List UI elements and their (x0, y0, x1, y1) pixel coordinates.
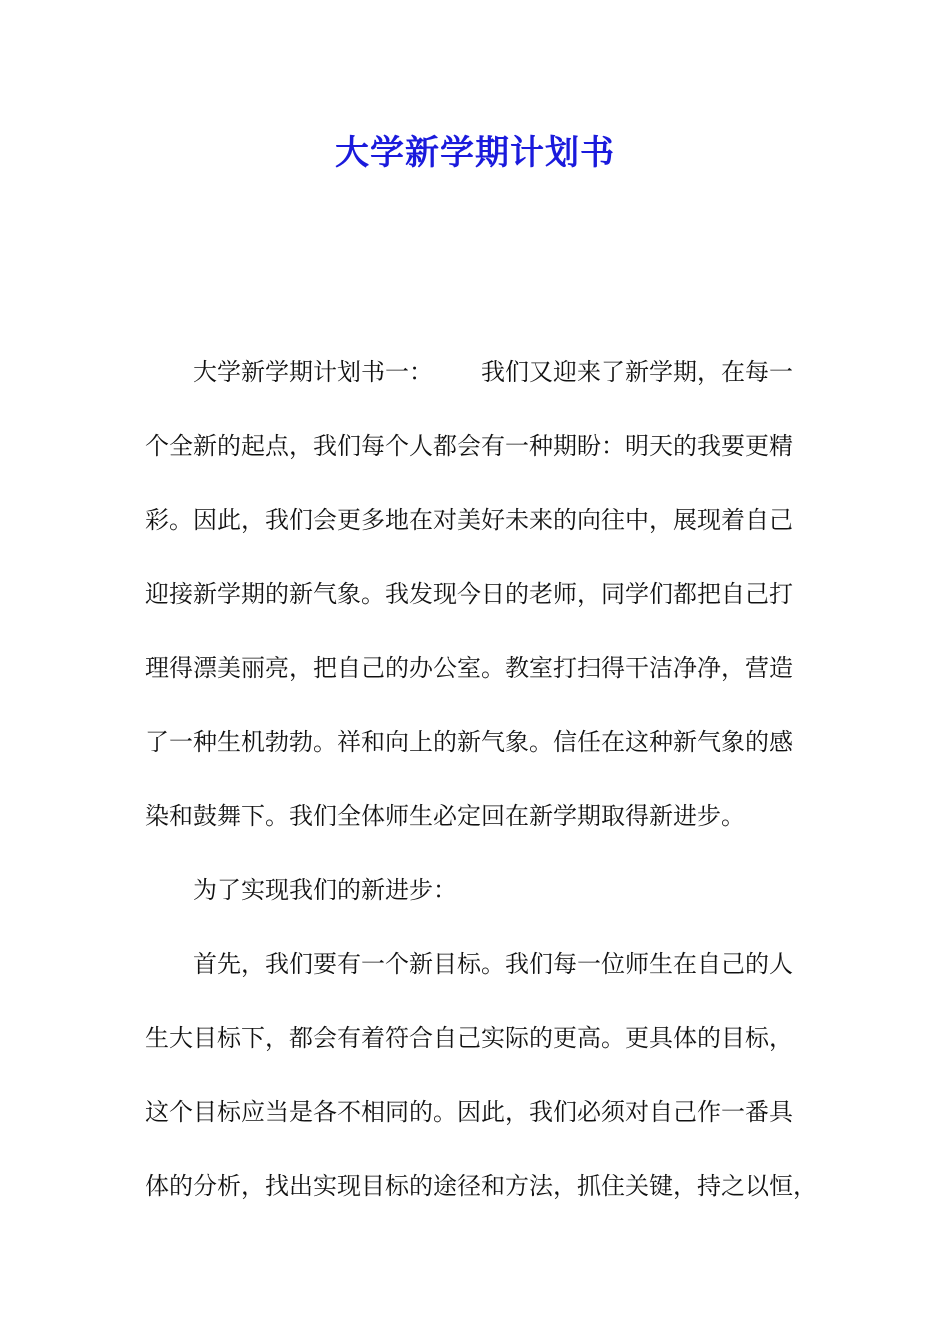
body-line-3: 彩。因此，我们会更多地在对美好未来的向往中，展现着自己 (145, 506, 793, 534)
document-body (145, 335, 825, 1223)
body-line-11: 这个目标应当是各不相同的。因此，我们必须对自己作一番具 (145, 1098, 793, 1126)
body-line-2: 个全新的起点，我们每个人都会有一种期盼：明天的我要更精 (145, 432, 793, 460)
document-title: 大学新学期计划书 (335, 133, 615, 173)
body-line-5: 理得漂美丽亮，把自己的办公室。教室打扫得干洁净净，营造 (145, 654, 793, 682)
body-line-10: 生大目标下，都会有着符合自己实际的更高。更具体的目标， (145, 1024, 793, 1052)
body-line-4: 迎接新学期的新气象。我发现今日的老师，同学们都把自己打 (145, 580, 793, 608)
body-line-7: 染和鼓舞下。我们全体师生必定回在新学期取得新进步。 (145, 802, 745, 830)
body-line-12: 体的分析，找出实现目标的途径和方法，抓住关键，持之以恒， (145, 1172, 817, 1200)
body-line-8: 为了实现我们的新进步： (193, 876, 457, 904)
body-line-1 (145, 335, 825, 409)
body-line-9: 首先，我们要有一个新目标。我们每一位师生在自己的人 (193, 950, 793, 978)
section-heading: 大学新学期计划书一： (193, 358, 433, 386)
body-text-segment: 我们又迎来了新学期，在每一 (481, 358, 793, 386)
body-line-6: 了一种生机勃勃。祥和向上的新气象。信任在这种新气象的感 (145, 728, 793, 756)
